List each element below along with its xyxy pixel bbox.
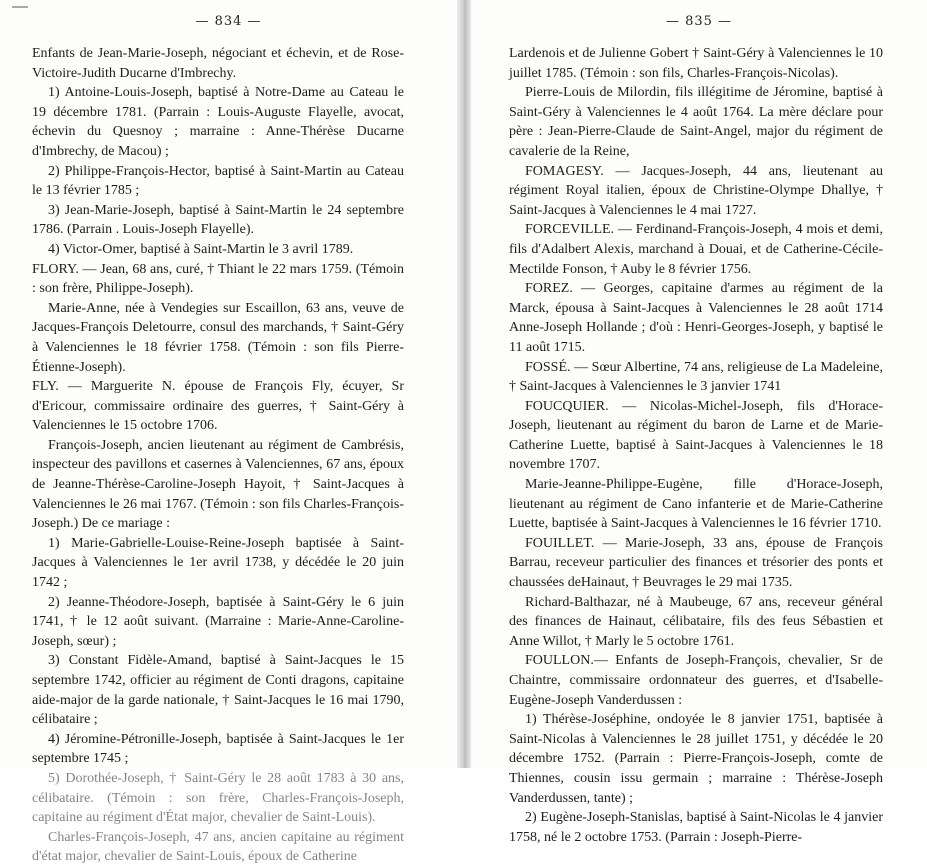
paragraph: Marie-Anne, née à Vendegies sur Escaillon, 63 ans, veuve de Jacques-François Deletourre, consul des marchands, † Saint-Géry à Valenciennes le 18 février 1758. (Témoin : son fils Pierre-Étienne-Joseph). (32, 300, 404, 375)
left-page (0, 0, 457, 865)
paragraph: Pierre-Louis de Milordin, fils illégitime de Jéromine, baptisé à Saint-Géry à Valenciennes le 4 août 1764. La mère déclare pour père : Jean-Pierre-Claude de Saint-Angel, major du régiment de cavalerie de la Reine, (509, 85, 883, 159)
paragraph: 1) Marie-Gabrielle-Louise-Reine-Joseph baptisée à Saint-Jacques à Valenciennes le 1er avril 1738, y décédée le 20 juin 1742 ; (32, 535, 404, 591)
paragraph: 3) Constant Fidèle-Amand, baptisé à Saint-Jacques le 15 septembre 1742, officier au régiment de Conti dragons, capitaine aide-major de la garde nationale, † Saint-Jacques le 16 mai 1790, célibataire ; (32, 653, 404, 728)
paragraph: FOSSÉ. — Sœur Albertine, 74 ans, religieuse de La Madeleine, † Saint-Jacques à Valenciennes le 3 janvier 1741 (509, 359, 883, 395)
paragraph: Charles-François-Joseph, 47 ans, ancien capitaine au régiment d'état major, chevalier de Saint-Louis, époux de Catherine (32, 829, 404, 865)
paragraph: 2) Jeanne-Théodore-Joseph, baptisée à Saint-Géry le 6 juin 1741, † le 12 août suivant. (Marraine : Marie-Anne-Caroline-Joseph, sœur) ; (32, 594, 404, 649)
paragraph: FLORY. — Jean, 68 ans, curé, † Thiant le 22 mars 1759. (Témoin : son frère, Philippe-Joseph). (32, 261, 404, 297)
paragraph: 2) Philippe-François-Hector, baptisé à Saint-Martin au Cateau le 13 février 1785 ; (32, 163, 404, 199)
right-page-number: — 835 — (665, 14, 733, 29)
paragraph: FOUCQUIER. — Nicolas-Michel-Joseph, fils d'Horace-Joseph, lieutenant au régiment du baron de Larne et de Marie-Catherine Luette, baptisé à Saint-Jacques à Valenciennes le 18 novembre 1707. (509, 398, 883, 473)
paragraph: 5) Dorothée-Joseph, † Saint-Géry le 28 août 1783 à 30 ans, célibataire. (Témoin : son frère, Charles-François-Joseph, capitaine au régiment d'État major, chevalier de Saint-Louis). (32, 770, 404, 826)
paragraph: FORCEVILLE. — Ferdinand-François-Joseph, 4 mois et demi, fils d'Adalbert Alexis, marchand à Douai, et de Catherine-Cécile-Mectilde Fonson, † Auby le 8 février 1756. (509, 222, 883, 277)
paragraph: 1) Thérèse-Joséphine, ondoyée le 8 janvier 1751, baptisée à Saint-Nicolas à Valenciennes le 28 juillet 1751, y décédée le 20 décembre 1752. (Parrain : Pierre-François-Joseph, comte de Thiennes, cousin issu germain ; marraine : Thérèse-Joseph Vanderdussen, tante) ; (509, 712, 883, 806)
right-page-text (509, 44, 883, 847)
paragraph: FOULLON.— Enfants de Joseph-François, chevalier, Sr de Chaintre, commissaire ordonnateur des guerres, et d'Isabelle-Eugène-Joseph Vanderdussen : (509, 653, 883, 708)
right-page (471, 0, 927, 845)
paragraph: 4) Jéromine-Pétronille-Joseph, baptisée à Saint-Jacques le 1er septembre 1745 ; (32, 731, 404, 767)
left-page-number: — 834 — (195, 14, 262, 29)
paragraph: 1) Antoine-Louis-Joseph, baptisé à Notre-Dame au Cateau le 19 décembre 1781. (Parrain : Louis-Auguste Flayelle, avocat, échevin du Quesnoy ; marraine : Anne-Thérèse Ducarne d'Imbrechy, de Macou) ; (32, 85, 404, 159)
book-gutter (457, 0, 471, 768)
paragraph: François-Joseph, ancien lieutenant au régiment de Cambrésis, inspecteur des pavillons et casernes à Valenciennes, 67 ans, époux de Jeanne-Thérèse-Caroline-Joseph Hayoit, † Saint-Jacques à Valenciennes le 26 mai 1767. (Témoin : son fils Charles-François-Joseph.) De ce mariage : (32, 437, 404, 532)
paragraph: 2) Eugène-Joseph-Stanislas, baptisé à Saint-Nicolas le 4 janvier 1758, né le 2 octobre 1753. (Parrain : Joseph-Pierre- (509, 810, 883, 845)
paragraph: FOMAGESY. — Jacques-Joseph, 44 ans, lieutenant au régiment Royal italien, époux de Christine-Olympe Dhallye, † Saint-Jacques à Valenciennes le 4 mai 1727. (509, 163, 883, 218)
paragraph: FLY. — Marguerite N. épouse de François Fly, écuyer, Sr d'Ericour, commissaire ordinaire des guerres, † Saint-Géry à Valenciennes le 15 octobre 1706. (32, 379, 404, 434)
paragraph: Lardenois et de Julienne Gobert † Saint-Géry à Valenciennes le 10 juillet 1785. (Témoin : son fils, Charles-François-Nicolas). (509, 46, 883, 81)
paragraph: FOREZ. — Georges, capitaine d'armes au régiment de la Marck, épousa à Saint-Jacques à Valenciennes le 28 août 1714 Anne-Joseph Hollande ; d'où : Henri-Georges-Joseph, y baptisé le 11 août 1715. (509, 281, 883, 355)
paragraph: Richard-Balthazar, né à Maubeuge, 67 ans, receveur général des finances de Hainaut, célibataire, fils des feus Sébastien et Anne Willot, † Marly le 5 octobre 1761. (509, 594, 883, 649)
paragraph: 3) Jean-Marie-Joseph, baptisé à Saint-Martin le 24 septembre 1786. (Parrain . Louis-Joseph Flayelle). (32, 202, 404, 238)
left-page-text (32, 44, 404, 867)
paragraph: Enfants de Jean-Marie-Joseph, négociant et échevin, et de Rose-Victoire-Judith Ducarne d'Imbrechy. (32, 46, 404, 81)
paragraph: 4) Victor-Omer, baptisé à Saint-Martin le 3 avril 1789. (48, 241, 354, 257)
paragraph: Marie-Jeanne-Philippe-Eugène, fille d'Horace-Joseph, lieutenant au régiment de Cano infanterie et de Marie-Catherine Luette, baptisée à Saint-Jacques à Valenciennes le 16 février 1710. (509, 477, 883, 532)
paragraph: FOUILLET. — Marie-Joseph, 33 ans, épouse de François Barrau, receveur particulier des finances et trésorier des ponts et chaussées deHainaut, † Beuvrages le 29 mai 1735. (509, 535, 883, 591)
